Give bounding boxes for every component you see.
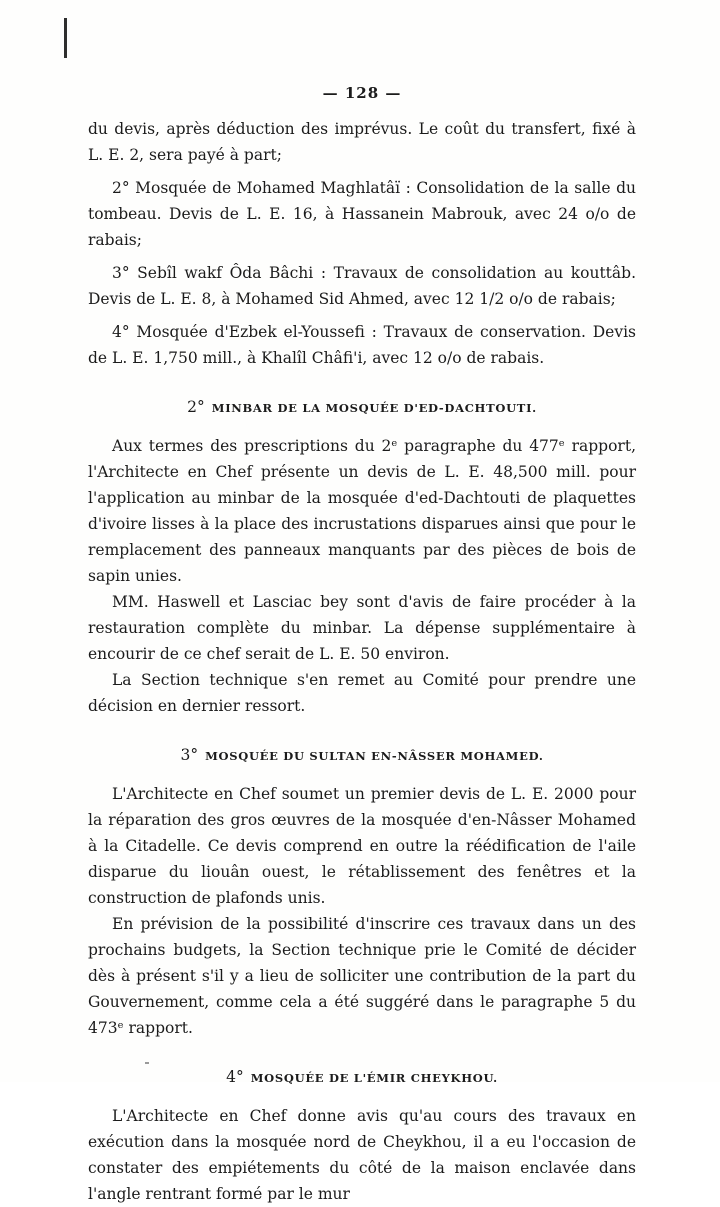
section-number: 3° xyxy=(180,746,199,764)
paragraph-nasser-2: En prévision de la possibilité d'inscrire ces travaux dans un des prochains budgets, la Section technique prie le Comité de décider dès à présent s'il y a lieu de solliciter une contribution de la part du Gouvernement, comme cela a été suggéré dans le paragraphe 5 du 473ᵉ rapport. xyxy=(88,915,636,1037)
section-number: 4° xyxy=(226,1068,244,1086)
page-number: — 128 — xyxy=(322,84,402,102)
section-heading-minbar-dachtouti xyxy=(88,395,636,418)
paragraph-minbar-1: Aux termes des prescriptions du 2ᵉ paragraphe du 477ᵉ rapport, l'Architecte en Chef présente un devis de L. E. 48,500 mill. pour l'application au minbar de la mosquée d'ed-Dachtouti de plaquettes d'ivoire lisses à la place des incrustations disparues ainsi que pour le remplacement des panneaux manquants par des pièces de bois de sapin unies. xyxy=(88,437,636,585)
paragraph-nasser-1: L'Architecte en Chef soumet un premier devis de L. E. 2000 pour la réparation des gros œuvres de la mosquée d'en-Nâsser Mohamed à la Citadelle. Ce devis comprend en outre la réédification de l'aile disparue du liouân ouest, le rétablissement des fenêtres et la construction de plafonds unis. xyxy=(88,785,636,907)
list-item-mosquee-maghlatai: 2° Mosquée de Mohamed Maghlatâï : Consolidation de la salle du tombeau. Devis de L. E. 16, à Hassanein Mabrouk, avec 24 o/o de rabais; xyxy=(88,179,636,249)
paragraph-minbar-3: La Section technique s'en remet au Comité pour prendre une décision en dernier ressort. xyxy=(88,671,636,715)
paragraph-continuation: du devis, après déduction des imprévus. Le coût du transfert, fixé à L. E. 2, sera payé à part; xyxy=(88,120,636,164)
list-item-mosquee-ezbek: 4° Mosquée d'Ezbek el-Youssefi : Travaux de conservation. Devis de L. E. 1,750 mill., à Khalîl Châfi'i, avec 12 o/o de rabais. xyxy=(88,323,636,367)
paragraph-cheykhou-1: L'Architecte en Chef donne avis qu'au cours des travaux en exécution dans la mosquée nord de Cheykhou, il a eu l'occasion de constater des empiétements du côté de la maison enclavée dans l'angle rentrant formé par le mur xyxy=(88,1107,636,1203)
section-title: MOSQUÉE DE L'ÉMIR CHEYKHOU. xyxy=(250,1071,498,1085)
section-number: 2° xyxy=(187,398,205,416)
list-item-sebil-oda-bachi: 3° Sebîl wakf Ôda Bâchi : Travaux de consolidation au kouttâb. Devis de L. E. 8, à Mohamed Sid Ahmed, avec 12 1/2 o/o de rabais; xyxy=(88,264,636,308)
section-title: MOSQUÉE DU SULTAN EN-NÂSSER MOHAMED. xyxy=(205,749,544,763)
section-title: MINBAR DE LA MOSQUÉE D'ED-DACHTOUTI. xyxy=(211,401,537,415)
paragraph-minbar-2: MM. Haswell et Lasciac bey sont d'avis de faire procéder à la restauration complète du minbar. La dépense supplémentaire à encourir de ce chef serait de L. E. 50 environ. xyxy=(88,593,636,663)
section-heading-sultan-nasser xyxy=(88,743,636,766)
page-content xyxy=(88,80,636,1207)
section-heading-emir-cheykhou xyxy=(88,1065,636,1088)
scan-artifact-mark xyxy=(64,18,67,58)
